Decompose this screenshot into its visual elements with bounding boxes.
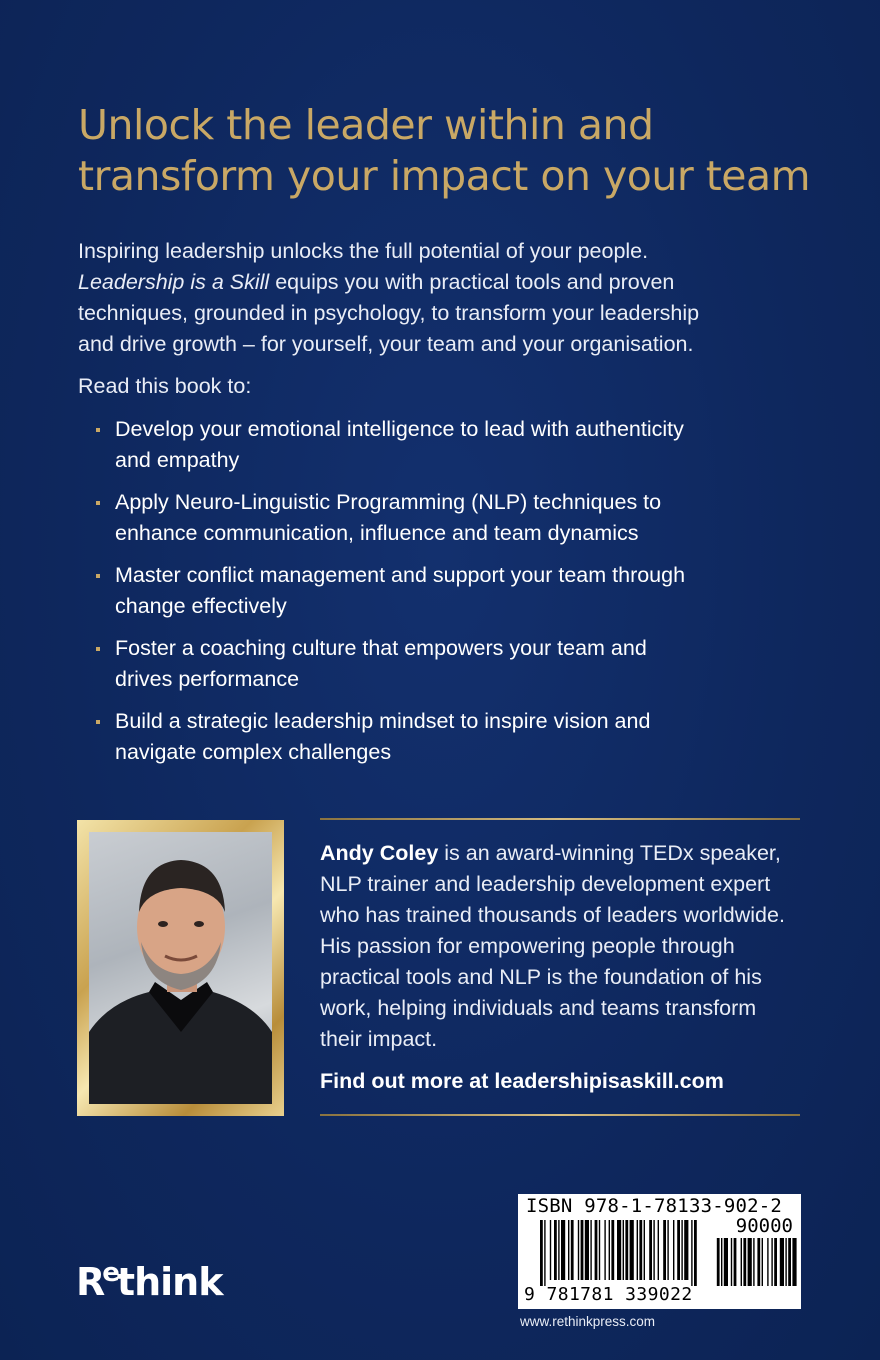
list-item-line-2: change effectively bbox=[115, 594, 287, 618]
intro-line-2 bbox=[78, 267, 778, 298]
bio-line-2: NLP trainer and leadership development expert bbox=[320, 872, 771, 896]
top-divider bbox=[320, 818, 800, 820]
intro-line-4: and drive growth – for yourself, your team and your organisation. bbox=[78, 332, 694, 356]
author-website-link[interactable]: Find out more at leadershipisaskill.com bbox=[320, 1069, 724, 1093]
bio-line-1-rest: is an award-winning TEDx speaker, bbox=[438, 841, 781, 865]
bio-line-4: His passion for empowering people through bbox=[320, 934, 735, 958]
list-item-line-1: Master conflict management and support your team through bbox=[115, 563, 686, 587]
list-item-line-1: Build a strategic leadership mindset to inspire vision and bbox=[115, 709, 651, 733]
list-item-line-1: Develop your emotional intelligence to lead with authenticity bbox=[115, 417, 684, 441]
bullet-icon bbox=[96, 501, 100, 505]
intro-line-3: techniques, grounded in psychology, to transform your leadership bbox=[78, 301, 700, 325]
bottom-divider bbox=[320, 1114, 800, 1116]
list-item bbox=[78, 560, 778, 622]
bio-line-7: their impact. bbox=[320, 1027, 438, 1051]
list-item bbox=[78, 706, 778, 768]
author-bio bbox=[320, 838, 810, 1055]
intro-line-2-rest: equips you with practical tools and proven bbox=[269, 270, 675, 294]
list-item-line-2: enhance communication, influence and team dynamics bbox=[115, 521, 639, 545]
isbn-barcode bbox=[518, 1194, 801, 1309]
read-prompt: Read this book to: bbox=[78, 374, 252, 398]
intro-line-1: Inspiring leadership unlocks the full potential of your people. bbox=[78, 239, 649, 263]
publisher-url[interactable]: www.rethinkpress.com bbox=[520, 1314, 656, 1329]
bullet-icon bbox=[96, 720, 100, 724]
isbn-number: ISBN 978-1-78133-902-2 bbox=[526, 1195, 783, 1217]
bio-line-6: work, helping individuals and teams transform bbox=[320, 996, 757, 1020]
list-item-line-2: drives performance bbox=[115, 667, 300, 691]
bio-line-3: who has trained thousands of leaders worldwide. bbox=[320, 903, 785, 927]
list-item-line-1: Foster a coaching culture that empowers your team and bbox=[115, 636, 647, 660]
price-code: 90000 bbox=[735, 1215, 793, 1237]
author-portrait-icon bbox=[89, 832, 272, 1104]
bio-line-5: practical tools and NLP is the foundation of his bbox=[320, 965, 762, 989]
headline bbox=[78, 100, 818, 202]
bullet-icon bbox=[96, 428, 100, 432]
list-item-line-2: and empathy bbox=[115, 448, 240, 472]
author-photo-frame bbox=[77, 820, 284, 1116]
headline-line-2: transform your impact on your team bbox=[78, 152, 811, 200]
headline-line-1: Unlock the leader within and bbox=[78, 101, 654, 149]
logo-rest: think bbox=[116, 1260, 223, 1304]
logo-letter-r: R bbox=[76, 1260, 105, 1304]
logo-letter-e: e bbox=[102, 1258, 119, 1288]
list-item bbox=[78, 633, 778, 695]
book-title: Leadership is a Skill bbox=[78, 270, 270, 294]
list-item-line-2: navigate complex challenges bbox=[115, 740, 392, 764]
barcode-digits: 9 781781 339022 bbox=[524, 1284, 693, 1305]
benefit-list bbox=[78, 414, 778, 779]
list-item-line-1: Apply Neuro-Linguistic Programming (NLP) techniques to bbox=[115, 490, 662, 514]
list-item bbox=[78, 414, 778, 476]
intro-paragraph bbox=[78, 236, 778, 360]
bio-line-1 bbox=[320, 838, 810, 869]
publisher-logo bbox=[76, 1258, 222, 1304]
author-photo bbox=[89, 832, 272, 1104]
list-item bbox=[78, 487, 778, 549]
bullet-icon bbox=[96, 647, 100, 651]
bullet-icon bbox=[96, 574, 100, 578]
author-name: Andy Coley bbox=[320, 841, 439, 865]
